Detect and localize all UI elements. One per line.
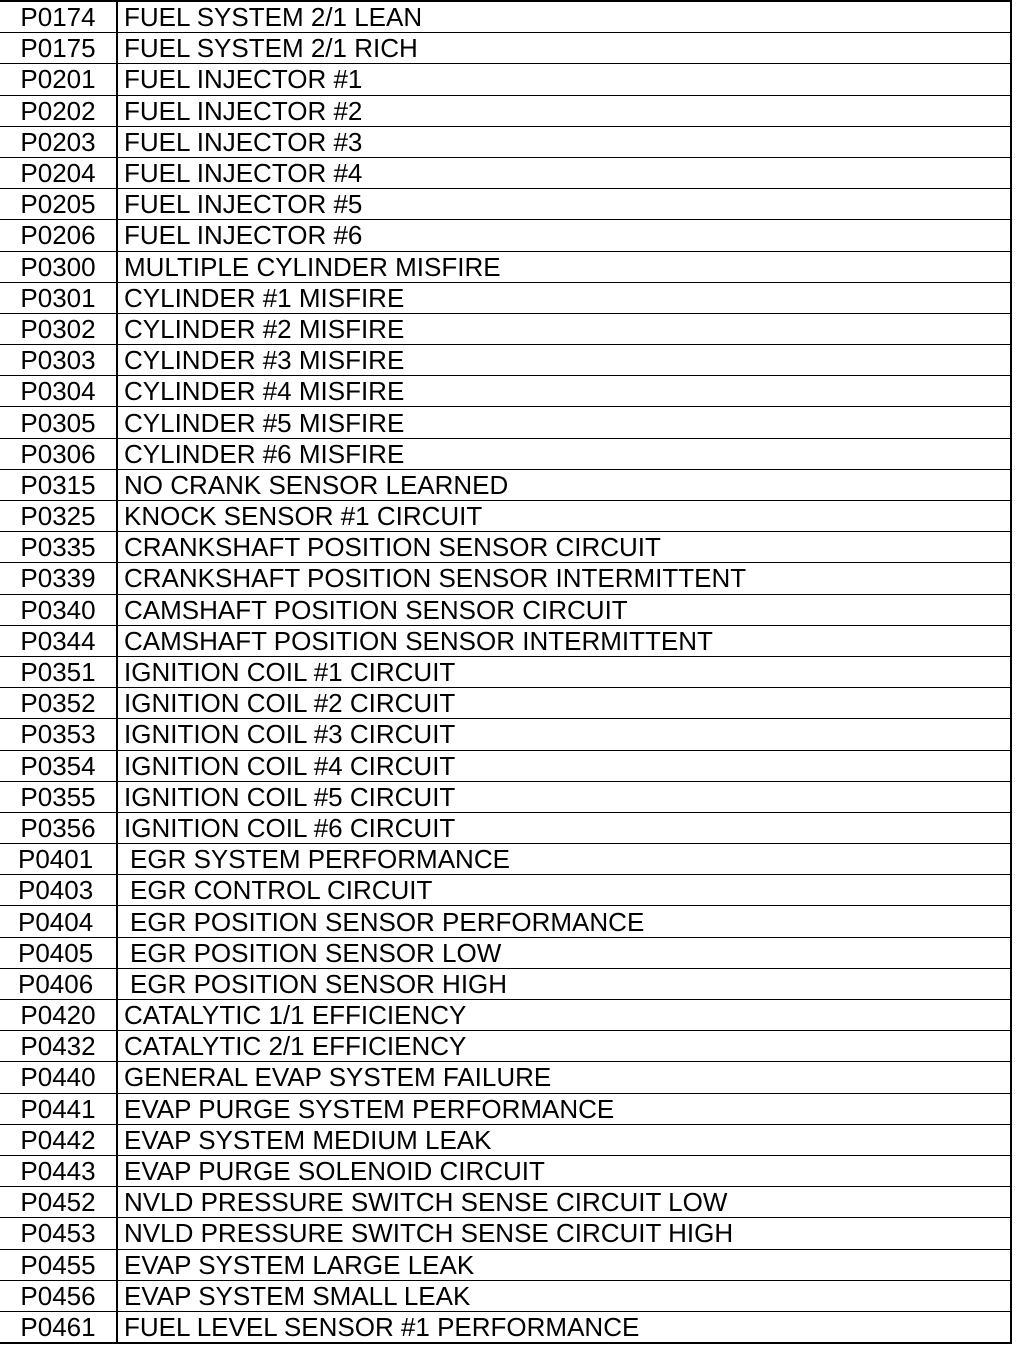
- dtc-code-cell: P0304: [0, 376, 117, 407]
- dtc-code-cell: P0325: [0, 501, 117, 532]
- table-row: [0, 1093, 1011, 1124]
- dtc-code-cell: P0354: [0, 750, 117, 781]
- dtc-description-cell: EGR POSITION SENSOR PERFORMANCE: [117, 906, 1011, 937]
- table-row: [0, 313, 1011, 344]
- table-row: [0, 126, 1011, 157]
- dtc-description-cell: NVLD PRESSURE SWITCH SENSE CIRCUIT HIGH: [117, 1218, 1011, 1249]
- dtc-description-cell: EVAP SYSTEM LARGE LEAK: [117, 1249, 1011, 1280]
- dtc-description-cell: FUEL INJECTOR #2: [117, 95, 1011, 126]
- dtc-description-cell: EVAP SYSTEM SMALL LEAK: [117, 1280, 1011, 1311]
- dtc-description-cell: FUEL SYSTEM 2/1 LEAN: [117, 1, 1011, 33]
- dtc-code-cell: P0305: [0, 407, 117, 438]
- table-row: [0, 594, 1011, 625]
- dtc-description-cell: CATALYTIC 1/1 EFFICIENCY: [117, 1000, 1011, 1031]
- table-row: [0, 563, 1011, 594]
- dtc-description-cell: FUEL INJECTOR #3: [117, 126, 1011, 157]
- table-row: [0, 532, 1011, 563]
- dtc-description-cell: FUEL INJECTOR #1: [117, 64, 1011, 95]
- dtc-description-cell: IGNITION COIL #2 CIRCUIT: [117, 688, 1011, 719]
- dtc-code-cell: P0453: [0, 1218, 117, 1249]
- dtc-code-cell: P0201: [0, 64, 117, 95]
- dtc-description-cell: FUEL SYSTEM 2/1 RICH: [117, 33, 1011, 64]
- table-row: [0, 781, 1011, 812]
- dtc-description-cell: NVLD PRESSURE SWITCH SENSE CIRCUIT LOW: [117, 1187, 1011, 1218]
- table-row: [0, 875, 1011, 906]
- dtc-code-cell: P0442: [0, 1124, 117, 1155]
- dtc-description-cell: CYLINDER #3 MISFIRE: [117, 345, 1011, 376]
- dtc-code-cell: P0356: [0, 812, 117, 843]
- table-row: [0, 1249, 1011, 1280]
- dtc-description-cell: NO CRANK SENSOR LEARNED: [117, 469, 1011, 500]
- table-row: [0, 64, 1011, 95]
- dtc-code-cell: P0403: [0, 875, 117, 906]
- table-row: [0, 625, 1011, 656]
- dtc-description-cell: EGR CONTROL CIRCUIT: [117, 875, 1011, 906]
- dtc-code-cell: P0202: [0, 95, 117, 126]
- dtc-description-cell: CYLINDER #2 MISFIRE: [117, 313, 1011, 344]
- table-row: [0, 844, 1011, 875]
- dtc-description-cell: EGR POSITION SENSOR LOW: [117, 937, 1011, 968]
- dtc-code-cell: P0440: [0, 1062, 117, 1093]
- dtc-description-cell: EGR POSITION SENSOR HIGH: [117, 968, 1011, 999]
- table-row: [0, 1218, 1011, 1249]
- dtc-description-cell: KNOCK SENSOR #1 CIRCUIT: [117, 501, 1011, 532]
- dtc-code-cell: P0340: [0, 594, 117, 625]
- table-row: [0, 1031, 1011, 1062]
- dtc-description-cell: CYLINDER #1 MISFIRE: [117, 282, 1011, 313]
- table-row: [0, 189, 1011, 220]
- dtc-code-cell: P0353: [0, 719, 117, 750]
- table-row: [0, 1311, 1011, 1343]
- dtc-description-cell: CYLINDER #6 MISFIRE: [117, 438, 1011, 469]
- table-row: [0, 1, 1011, 33]
- table-row: [0, 1155, 1011, 1186]
- dtc-code-cell: P0303: [0, 345, 117, 376]
- dtc-description-cell: IGNITION COIL #6 CIRCUIT: [117, 812, 1011, 843]
- dtc-description-cell: CYLINDER #5 MISFIRE: [117, 407, 1011, 438]
- dtc-description-cell: FUEL INJECTOR #4: [117, 157, 1011, 188]
- table-row: [0, 251, 1011, 282]
- dtc-description-cell: IGNITION COIL #5 CIRCUIT: [117, 781, 1011, 812]
- dtc-description-cell: EVAP PURGE SOLENOID CIRCUIT: [117, 1155, 1011, 1186]
- dtc-description-cell: IGNITION COIL #4 CIRCUIT: [117, 750, 1011, 781]
- table-row: [0, 656, 1011, 687]
- dtc-description-cell: CRANKSHAFT POSITION SENSOR CIRCUIT: [117, 532, 1011, 563]
- dtc-code-cell: P0335: [0, 532, 117, 563]
- dtc-code-cell: P0404: [0, 906, 117, 937]
- table-row: [0, 33, 1011, 64]
- dtc-code-cell: P0456: [0, 1280, 117, 1311]
- table-row: [0, 157, 1011, 188]
- dtc-code-cell: P0344: [0, 625, 117, 656]
- dtc-description-cell: CRANKSHAFT POSITION SENSOR INTERMITTENT: [117, 563, 1011, 594]
- table-row: [0, 968, 1011, 999]
- dtc-description-cell: FUEL INJECTOR #5: [117, 189, 1011, 220]
- table-row: [0, 469, 1011, 500]
- dtc-description-cell: CAMSHAFT POSITION SENSOR CIRCUIT: [117, 594, 1011, 625]
- table-row: [0, 750, 1011, 781]
- dtc-description-cell: CAMSHAFT POSITION SENSOR INTERMITTENT: [117, 625, 1011, 656]
- dtc-code-cell: P0301: [0, 282, 117, 313]
- dtc-code-cell: P0355: [0, 781, 117, 812]
- dtc-description-cell: EVAP PURGE SYSTEM PERFORMANCE: [117, 1093, 1011, 1124]
- table-row: [0, 812, 1011, 843]
- dtc-code-cell: P0443: [0, 1155, 117, 1186]
- dtc-code-cell: P0461: [0, 1311, 117, 1343]
- table-row: [0, 95, 1011, 126]
- dtc-description-cell: FUEL LEVEL SENSOR #1 PERFORMANCE: [117, 1311, 1011, 1343]
- dtc-code-cell: P0306: [0, 438, 117, 469]
- dtc-code-cell: P0206: [0, 220, 117, 251]
- table-row: [0, 1124, 1011, 1155]
- dtc-description-cell: IGNITION COIL #1 CIRCUIT: [117, 656, 1011, 687]
- dtc-code-cell: P0300: [0, 251, 117, 282]
- dtc-description-cell: MULTIPLE CYLINDER MISFIRE: [117, 251, 1011, 282]
- table-row: [0, 438, 1011, 469]
- dtc-description-cell: FUEL INJECTOR #6: [117, 220, 1011, 251]
- dtc-code-cell: P0205: [0, 189, 117, 220]
- dtc-code-cell: P0203: [0, 126, 117, 157]
- table-row: [0, 1280, 1011, 1311]
- table-row: [0, 220, 1011, 251]
- dtc-code-cell: P0175: [0, 33, 117, 64]
- dtc-code-cell: P0405: [0, 937, 117, 968]
- dtc-code-cell: P0441: [0, 1093, 117, 1124]
- dtc-description-cell: CATALYTIC 2/1 EFFICIENCY: [117, 1031, 1011, 1062]
- code-table-body: [0, 1, 1011, 1343]
- dtc-code-cell: P0452: [0, 1187, 117, 1218]
- dtc-description-cell: CYLINDER #4 MISFIRE: [117, 376, 1011, 407]
- dtc-code-cell: P0352: [0, 688, 117, 719]
- table-row: [0, 345, 1011, 376]
- dtc-code-cell: P0174: [0, 1, 117, 33]
- dtc-code-cell: P0432: [0, 1031, 117, 1062]
- table-row: [0, 906, 1011, 937]
- table-row: [0, 376, 1011, 407]
- dtc-code-cell: P0420: [0, 1000, 117, 1031]
- table-row: [0, 1000, 1011, 1031]
- dtc-code-cell: P0455: [0, 1249, 117, 1280]
- dtc-description-cell: EGR SYSTEM PERFORMANCE: [117, 844, 1011, 875]
- dtc-description-cell: IGNITION COIL #3 CIRCUIT: [117, 719, 1011, 750]
- dtc-description-cell: GENERAL EVAP SYSTEM FAILURE: [117, 1062, 1011, 1093]
- table-row: [0, 282, 1011, 313]
- dtc-code-cell: P0401: [0, 844, 117, 875]
- dtc-code-cell: P0204: [0, 157, 117, 188]
- dtc-code-cell: P0351: [0, 656, 117, 687]
- table-row: [0, 719, 1011, 750]
- table-row: [0, 688, 1011, 719]
- dtc-code-cell: P0302: [0, 313, 117, 344]
- dtc-description-cell: EVAP SYSTEM MEDIUM LEAK: [117, 1124, 1011, 1155]
- dtc-code-cell: P0315: [0, 469, 117, 500]
- dtc-code-cell: P0339: [0, 563, 117, 594]
- table-row: [0, 937, 1011, 968]
- table-row: [0, 501, 1011, 532]
- dtc-code-cell: P0406: [0, 968, 117, 999]
- table-row: [0, 407, 1011, 438]
- table-row: [0, 1062, 1011, 1093]
- table-row: [0, 1187, 1011, 1218]
